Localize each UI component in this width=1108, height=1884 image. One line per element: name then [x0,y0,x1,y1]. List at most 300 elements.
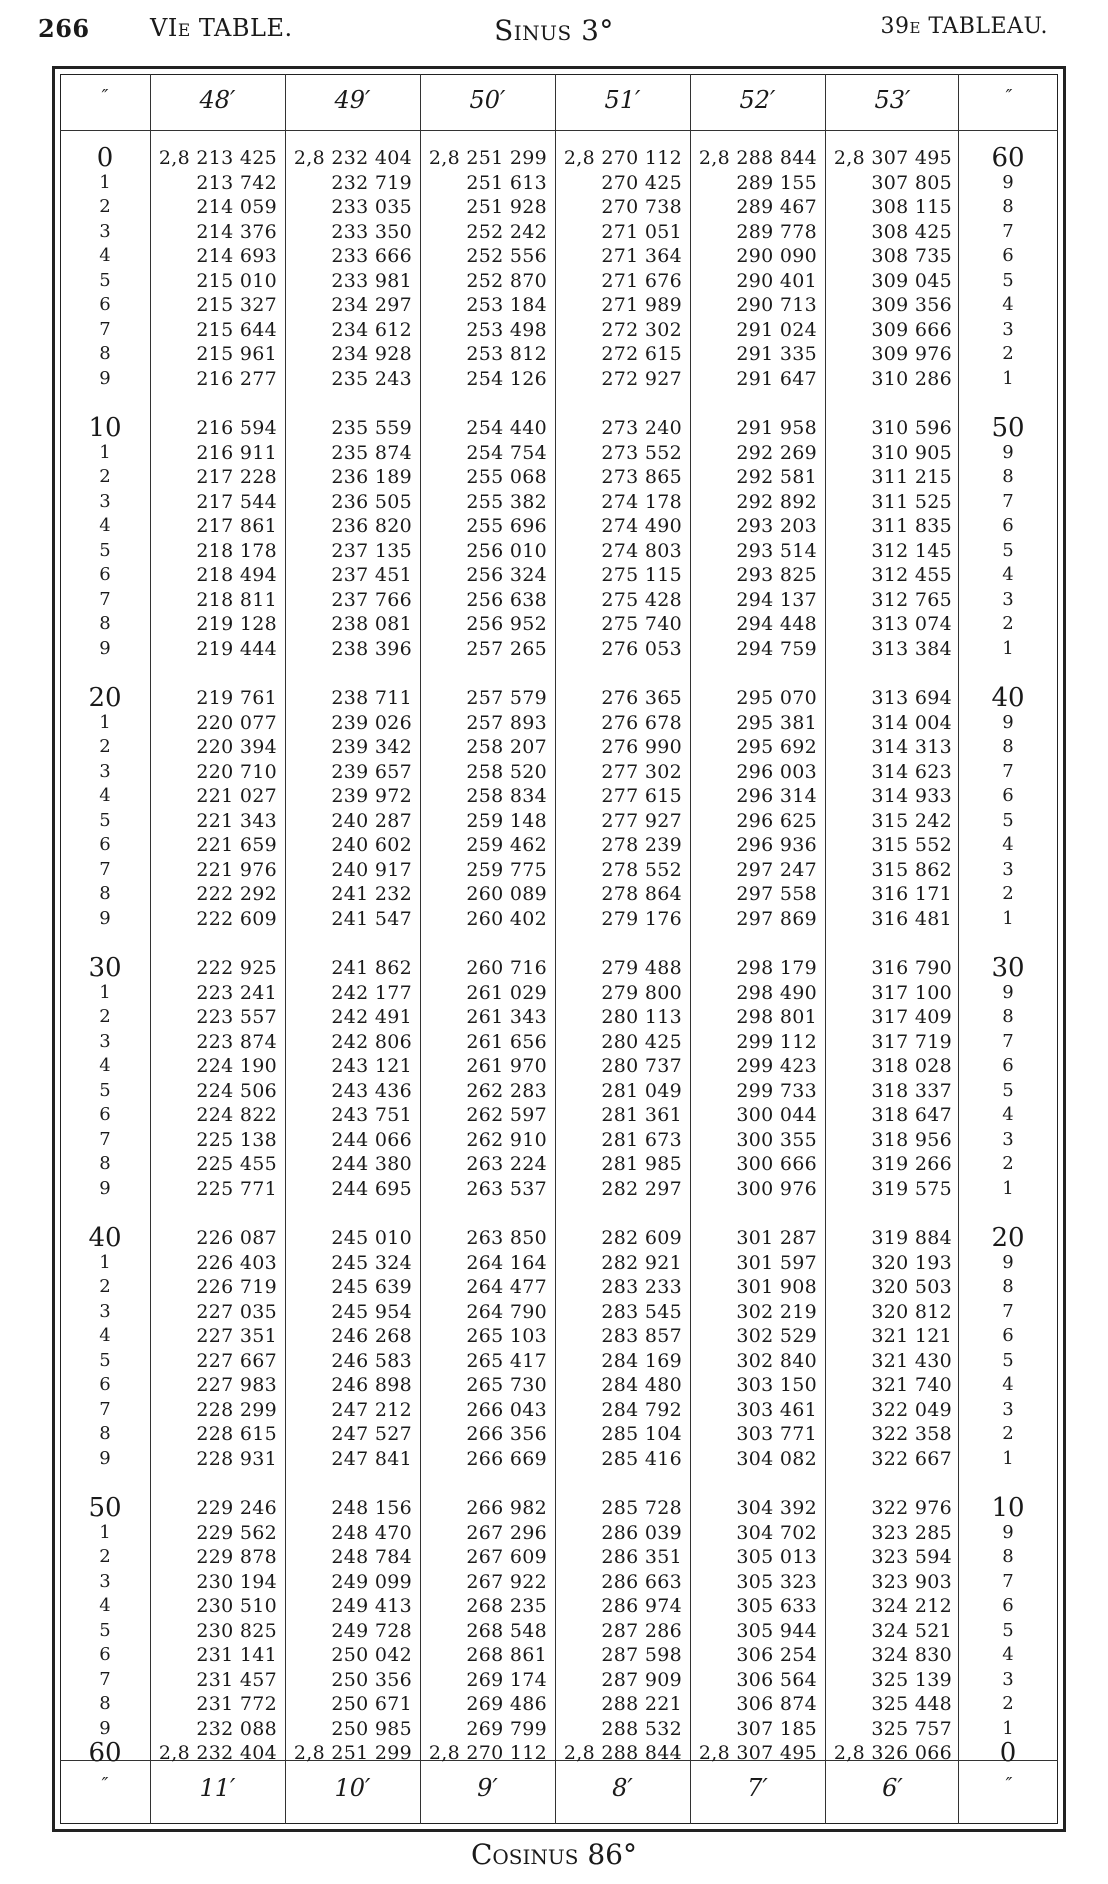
log-value-cell: 218 811 [196,588,277,611]
log-value-cell: 283 545 [601,1300,682,1323]
row-group [60,953,1058,1226]
log-value-cell: 286 351 [601,1546,682,1568]
log-value-cell: 291 958 [736,417,817,439]
log-value-cell: 217 228 [196,466,277,488]
log-value-cell: 234 928 [331,343,412,365]
log-value-cell: 315 862 [871,858,952,881]
log-value-cell: 220 710 [196,760,277,783]
log-value-cell: 228 299 [196,1398,277,1421]
page-header [0,0,1108,60]
log-value-cell: 217 861 [196,515,277,537]
log-value-cell: 218 178 [196,539,277,562]
log-value-cell: 225 771 [196,1177,277,1200]
seconds-left-cell: 9 [99,637,111,659]
log-value-cell: 263 850 [466,1227,547,1249]
log-value-cell: 245 324 [331,1251,412,1274]
seconds-left-cell: 4 [99,515,111,536]
log-value-cell: 246 898 [331,1374,412,1396]
log-value-cell: 322 976 [871,1497,952,1519]
seconds-right-cell: 1 [1002,1177,1014,1199]
seconds-right-cell: 4 [1002,1644,1014,1665]
log-value-cell: 304 392 [736,1497,817,1519]
log-value-cell: 256 952 [466,613,547,635]
log-value-cell: 232 719 [331,171,412,194]
log-value-cell: 311 525 [871,490,952,513]
seconds-right-cell: 3 [1002,318,1014,340]
seconds-left-cell: 5 [99,1079,111,1101]
seconds-right-cell: 2 [1002,343,1014,364]
log-value-cell: 320 503 [871,1276,952,1298]
seconds-right-cell: 2 [1002,613,1014,634]
log-value-cell: 216 594 [196,417,277,439]
log-value-cell: 262 597 [466,1104,547,1126]
table-row [60,465,1058,490]
log-value-cell: 324 212 [871,1595,952,1617]
log-value-cell: 258 834 [466,785,547,807]
seconds-right-cell: 6 [1002,785,1014,806]
seconds-right-cell: 5 [1002,1619,1014,1641]
log-value-cell: 272 615 [601,343,682,365]
table-row [60,1275,1058,1300]
log-value-cell: 260 402 [466,907,547,930]
seconds-right-cell: 60 [991,143,1025,173]
seconds-left-cell: 0 [96,143,114,173]
log-value-cell: 317 719 [871,1030,952,1053]
log-value-cell: 280 113 [601,1006,682,1028]
log-value-cell: 263 537 [466,1177,547,1200]
table-row [60,858,1058,883]
seconds-right-cell: 3 [1002,858,1014,880]
seconds-left-cell: 3 [99,220,111,242]
log-value-cell: 220 077 [196,711,277,734]
log-value-cell: 220 394 [196,736,277,758]
log-value-cell: 216 277 [196,367,277,390]
log-value-cell: 237 451 [331,564,412,586]
log-value-cell: 217 544 [196,490,277,513]
log-value-cell: 318 956 [871,1128,952,1151]
log-value-cell: 261 656 [466,1030,547,1053]
log-value-cell: 281 985 [601,1153,682,1175]
log-value-cell: 275 428 [601,588,682,611]
table-row [60,1103,1058,1128]
page-title: Sinus 3° [494,14,614,47]
table-row [60,1079,1058,1104]
seconds-right-cell: 4 [1002,1104,1014,1125]
log-value-cell: 223 241 [196,981,277,1004]
log-value-cell: 240 602 [331,834,412,856]
log-value-cell: 252 870 [466,269,547,292]
log-value-cell: 253 498 [466,318,547,341]
table-row [60,1717,1058,1742]
seconds-right-cell: 8 [1002,196,1014,217]
log-value-cell: 321 121 [871,1325,952,1347]
log-value-cell: 299 423 [736,1055,817,1077]
log-value-cell: 235 559 [331,417,412,439]
log-value-cell: 280 425 [601,1030,682,1053]
log-value-cell: 319 575 [871,1177,952,1200]
log-value-cell: 215 644 [196,318,277,341]
log-value-cell: 269 799 [466,1717,547,1740]
seconds-left-cell: 6 [99,294,111,315]
column-header-48: 48′ [199,86,236,114]
log-value-cell: 312 765 [871,588,952,611]
column-footer-8: 8′ [612,1774,633,1802]
log-value-cell: 230 194 [196,1570,277,1593]
log-value-cell: 272 302 [601,318,682,341]
table-row [60,342,1058,367]
log-value-cell: 287 598 [601,1644,682,1666]
seconds-right-cell: 4 [1002,564,1014,585]
log-value-cell: 248 470 [331,1521,412,1544]
log-value-cell: 278 864 [601,883,682,905]
seconds-left-cell: 9 [99,1717,111,1739]
column-header-50: 50′ [469,86,506,114]
seconds-right-cell: 2 [1002,883,1014,904]
seconds-right-cell: 9 [1002,1521,1014,1543]
log-value-cell: 305 323 [736,1570,817,1593]
log-value-cell: 243 436 [331,1079,412,1102]
log-value-cell: 303 150 [736,1374,817,1396]
table-row [60,1030,1058,1055]
seconds-right-cell: 5 [1002,809,1014,831]
log-value-cell: 2,8 213 425 [158,147,277,169]
log-value-cell: 315 242 [871,809,952,832]
log-value-cell: 316 481 [871,907,952,930]
log-value-cell: 255 382 [466,490,547,513]
log-value-cell: 317 409 [871,1006,952,1028]
log-value-cell: 255 068 [466,466,547,488]
log-value-cell: 2,8 307 495 [698,1742,817,1764]
seconds-left-cell: 30 [88,953,122,983]
seconds-right-cell: 7 [1002,220,1014,242]
log-value-cell: 246 268 [331,1325,412,1347]
seconds-left-cell: 50 [88,1493,122,1523]
seconds-right-cell: 10 [991,1493,1025,1523]
column-footer-10: 10′ [334,1774,371,1802]
column-header-53: 53′ [874,86,911,114]
log-value-cell: 262 910 [466,1128,547,1151]
log-value-cell: 319 884 [871,1227,952,1249]
log-value-cell: 313 694 [871,687,952,709]
log-value-cell: 282 921 [601,1251,682,1274]
log-value-cell: 2,8 326 066 [833,1742,952,1764]
tableau-label: 39e TABLEAU. [880,14,1048,39]
seconds-left-cell: 40 [88,1223,122,1253]
log-value-cell: 302 529 [736,1325,817,1347]
log-value-cell: 219 128 [196,613,277,635]
seconds-right-cell: 1 [1002,367,1014,389]
seconds-left-cell: 2 [99,736,111,757]
log-value-cell: 278 239 [601,834,682,856]
table-row [60,1692,1058,1717]
log-value-cell: 258 520 [466,760,547,783]
log-value-cell: 313 384 [871,637,952,660]
seconds-right-cell: 6 [1002,245,1014,266]
seconds-left-cell: 4 [99,1325,111,1346]
seconds-left-cell: 5 [99,1349,111,1371]
seconds-left-cell: 2 [99,1546,111,1567]
log-value-cell: 229 246 [196,1497,277,1519]
seconds-left-cell: 1 [99,441,111,463]
log-value-cell: 221 659 [196,834,277,856]
log-value-cell: 267 922 [466,1570,547,1593]
seconds-left-cell: 8 [99,1153,111,1174]
log-value-cell: 261 343 [466,1006,547,1028]
log-value-cell: 280 737 [601,1055,682,1077]
log-value-cell: 268 861 [466,1644,547,1666]
column-header-49: 49′ [334,86,371,114]
log-value-cell: 279 176 [601,907,682,930]
log-value-cell: 303 771 [736,1423,817,1445]
seconds-left-cell: 1 [99,1251,111,1273]
log-value-cell: 293 203 [736,515,817,537]
log-value-cell: 277 302 [601,760,682,783]
table-row [60,1738,1058,1768]
log-value-cell: 325 448 [871,1693,952,1715]
log-value-cell: 276 365 [601,687,682,709]
log-value-cell: 252 242 [466,220,547,243]
log-value-cell: 2,8 288 844 [563,1742,682,1764]
table-row [60,1373,1058,1398]
table-row [60,318,1058,343]
log-value-cell: 292 892 [736,490,817,513]
log-value-cell: 302 219 [736,1300,817,1323]
log-value-cell: 273 240 [601,417,682,439]
log-value-cell: 264 790 [466,1300,547,1323]
log-value-cell: 296 625 [736,809,817,832]
log-value-cell: 257 579 [466,687,547,709]
column-footer-seconds-right: ″ [1005,1774,1013,1795]
log-value-cell: 227 351 [196,1325,277,1347]
log-value-cell: 241 862 [331,957,412,979]
seconds-right-cell: 8 [1002,1276,1014,1297]
log-value-cell: 288 221 [601,1693,682,1715]
log-value-cell: 309 356 [871,294,952,316]
seconds-right-cell: 9 [1002,171,1014,193]
seconds-right-cell: 0 [999,1738,1017,1768]
log-value-cell: 314 313 [871,736,952,758]
log-value-cell: 291 335 [736,343,817,365]
seconds-right-cell: 8 [1002,466,1014,487]
log-value-cell: 245 954 [331,1300,412,1323]
table-body [60,143,1058,1776]
seconds-right-cell: 5 [1002,539,1014,561]
seconds-right-cell: 3 [1002,1398,1014,1420]
log-value-cell: 277 615 [601,785,682,807]
log-value-cell: 228 615 [196,1423,277,1445]
table-row [60,1054,1058,1079]
log-value-cell: 231 141 [196,1644,277,1666]
log-value-cell: 229 562 [196,1521,277,1544]
log-value-cell: 306 874 [736,1693,817,1715]
seconds-left-cell: 7 [99,588,111,610]
log-value-cell: 245 639 [331,1276,412,1298]
table-row [60,1128,1058,1153]
seconds-left-cell: 9 [99,907,111,929]
seconds-right-cell: 5 [1002,1349,1014,1371]
seconds-left-cell: 7 [99,318,111,340]
log-value-cell: 274 803 [601,539,682,562]
table-row [60,760,1058,785]
log-value-cell: 302 840 [736,1349,817,1372]
log-value-cell: 222 609 [196,907,277,930]
log-value-cell: 219 444 [196,637,277,660]
seconds-left-cell: 6 [99,1374,111,1395]
log-value-cell: 320 193 [871,1251,952,1274]
seconds-left-cell: 5 [99,809,111,831]
log-value-cell: 2,8 288 844 [698,147,817,169]
seconds-right-cell: 1 [1002,1717,1014,1739]
log-value-cell: 230 510 [196,1595,277,1617]
table-row [60,441,1058,466]
log-value-cell: 231 772 [196,1693,277,1715]
log-value-cell: 253 812 [466,343,547,365]
table-row [60,1251,1058,1276]
log-value-cell: 233 035 [331,196,412,218]
table-row [60,683,1058,713]
log-value-cell: 316 790 [871,957,952,979]
log-value-cell: 259 148 [466,809,547,832]
table-row [60,1493,1058,1523]
log-value-cell: 273 552 [601,441,682,464]
log-value-cell: 296 936 [736,834,817,856]
log-value-cell: 271 676 [601,269,682,292]
table-row [60,981,1058,1006]
table-row [60,882,1058,907]
seconds-left-cell: 1 [99,171,111,193]
seconds-right-cell: 7 [1002,1570,1014,1592]
seconds-right-cell: 2 [1002,1153,1014,1174]
seconds-left-cell: 2 [99,466,111,487]
log-value-cell: 325 139 [871,1668,952,1691]
log-value-cell: 314 623 [871,760,952,783]
log-value-cell: 250 042 [331,1644,412,1666]
log-value-cell: 265 730 [466,1374,547,1396]
log-value-cell: 289 778 [736,220,817,243]
log-value-cell: 307 805 [871,171,952,194]
log-value-cell: 293 825 [736,564,817,586]
seconds-left-cell: 5 [99,269,111,291]
log-value-cell: 227 667 [196,1349,277,1372]
log-value-cell: 239 972 [331,785,412,807]
log-value-cell: 320 812 [871,1300,952,1323]
table-row [60,413,1058,443]
log-value-cell: 304 082 [736,1447,817,1470]
seconds-left-cell: 2 [99,1006,111,1027]
log-value-cell: 229 878 [196,1546,277,1568]
log-value-cell: 221 343 [196,809,277,832]
log-value-cell: 290 713 [736,294,817,316]
table-row [60,1594,1058,1619]
table-row [60,514,1058,539]
log-value-cell: 261 029 [466,981,547,1004]
seconds-right-cell: 3 [1002,588,1014,610]
table-row [60,784,1058,809]
seconds-right-cell: 7 [1002,1300,1014,1322]
seconds-left-cell: 4 [99,1595,111,1616]
log-value-cell: 2,8 251 299 [293,1742,412,1764]
log-value-cell: 254 440 [466,417,547,439]
log-value-cell: 233 981 [331,269,412,292]
log-table [60,74,1058,1824]
log-value-cell: 294 759 [736,637,817,660]
log-value-cell: 271 051 [601,220,682,243]
log-value-cell: 286 663 [601,1570,682,1593]
log-value-cell: 298 801 [736,1006,817,1028]
seconds-left-cell: 6 [99,1644,111,1665]
log-value-cell: 290 090 [736,245,817,267]
table-row [60,1152,1058,1177]
seconds-left-cell: 3 [99,1030,111,1052]
log-value-cell: 255 696 [466,515,547,537]
log-value-cell: 286 974 [601,1595,682,1617]
log-value-cell: 293 514 [736,539,817,562]
table-row [60,1619,1058,1644]
seconds-right-cell: 7 [1002,490,1014,512]
log-value-cell: 301 597 [736,1251,817,1274]
log-value-cell: 271 989 [601,294,682,316]
log-value-cell: 221 976 [196,858,277,881]
log-value-cell: 267 609 [466,1546,547,1568]
table-row [60,171,1058,196]
log-value-cell: 295 070 [736,687,817,709]
table-row [60,293,1058,318]
row-group [60,683,1058,956]
table-row [60,1005,1058,1030]
log-value-cell: 2,8 232 404 [293,147,412,169]
log-value-cell: 286 039 [601,1521,682,1544]
log-value-cell: 247 527 [331,1423,412,1445]
log-value-cell: 316 171 [871,883,952,905]
log-value-cell: 287 909 [601,1668,682,1691]
log-value-cell: 239 026 [331,711,412,734]
log-value-cell: 274 178 [601,490,682,513]
seconds-right-cell: 2 [1002,1693,1014,1714]
log-value-cell: 239 657 [331,760,412,783]
log-value-cell: 289 467 [736,196,817,218]
seconds-right-cell: 6 [1002,1055,1014,1076]
log-value-cell: 237 766 [331,588,412,611]
log-value-cell: 245 010 [331,1227,412,1249]
log-value-cell: 296 314 [736,785,817,807]
table-row [60,563,1058,588]
log-value-cell: 274 490 [601,515,682,537]
log-value-cell: 306 254 [736,1644,817,1666]
seconds-right-cell: 5 [1002,269,1014,291]
log-value-cell: 244 066 [331,1128,412,1151]
seconds-left-cell: 1 [99,981,111,1003]
log-value-cell: 251 928 [466,196,547,218]
log-value-cell: 272 927 [601,367,682,390]
log-value-cell: 224 506 [196,1079,277,1102]
log-value-cell: 295 692 [736,736,817,758]
log-value-cell: 259 462 [466,834,547,856]
log-value-cell: 279 800 [601,981,682,1004]
log-value-cell: 2,8 270 112 [563,147,682,169]
log-value-cell: 322 358 [871,1423,952,1445]
log-value-cell: 270 738 [601,196,682,218]
column-header-seconds-right: ″ [1005,86,1013,107]
log-value-cell: 222 292 [196,883,277,905]
log-value-cell: 309 045 [871,269,952,292]
log-value-cell: 305 944 [736,1619,817,1642]
log-value-cell: 318 647 [871,1104,952,1126]
log-value-cell: 222 925 [196,957,277,979]
seconds-left-cell: 7 [99,858,111,880]
log-value-cell: 282 609 [601,1227,682,1249]
table-row [60,1422,1058,1447]
log-value-cell: 230 825 [196,1619,277,1642]
